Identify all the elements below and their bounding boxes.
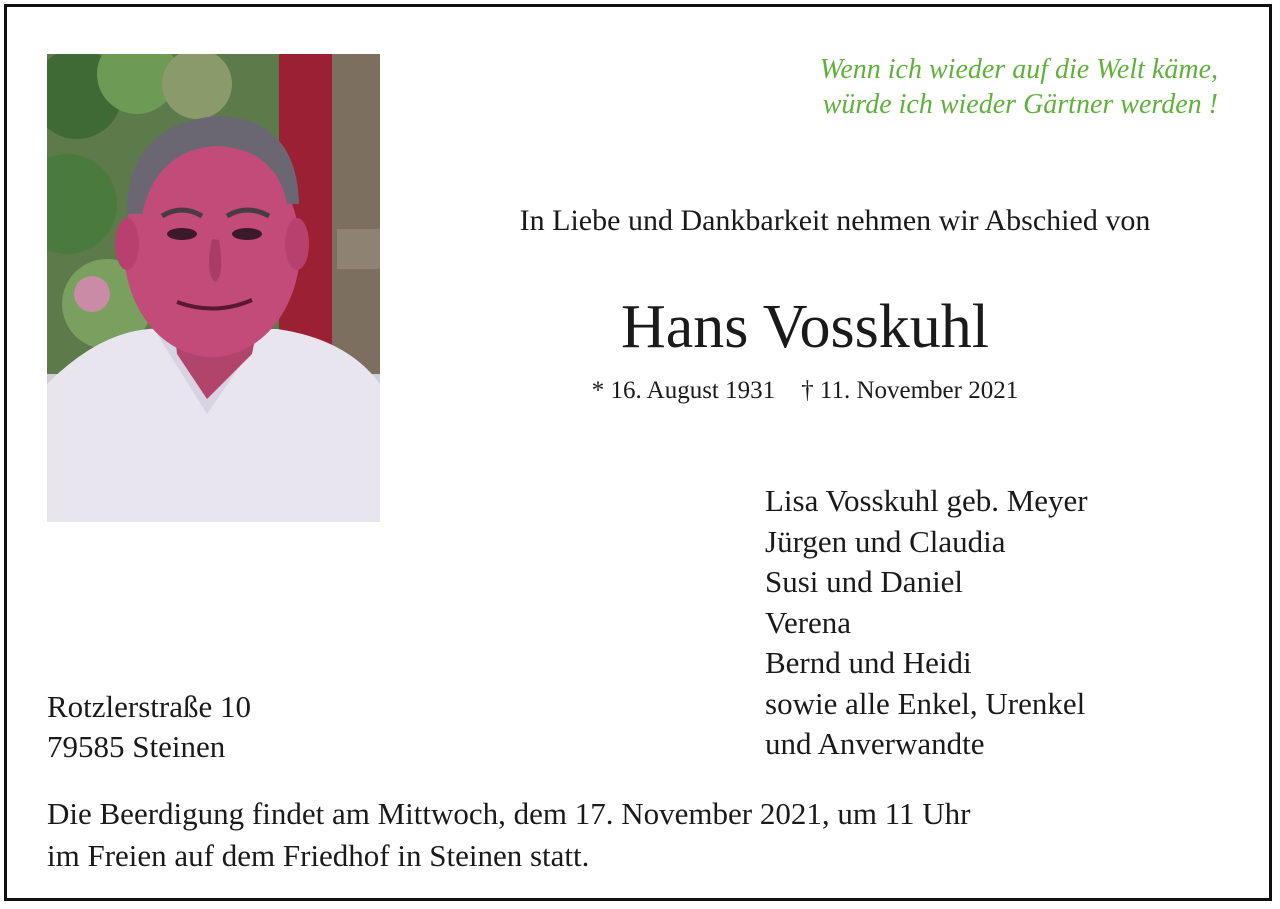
mourner-line: Jürgen und Claudia (765, 523, 1006, 559)
life-dates (390, 377, 1220, 405)
motto-quote (698, 52, 1218, 122)
motto-line-2: würde ich wieder Gärtner werden ! (822, 89, 1218, 120)
mourner-line: Susi und Daniel (765, 564, 964, 599)
deceased-name: Hans Vosskuhl (620, 293, 990, 361)
funeral-notice (47, 793, 971, 877)
mourner-line: Verena (765, 604, 852, 640)
address-city: 79585 Steinen (47, 729, 226, 764)
motto-line-1: Wenn ich wieder auf die Welt käme, (819, 54, 1218, 85)
funeral-line-1: Die Beerdigung findet am Mittwoch, dem 17. November 2021, um 11 Uhr (47, 796, 971, 831)
mourner-line: Lisa Vosskuhl geb. Meyer (765, 483, 1088, 518)
address-street: Rotzlerstraße 10 (47, 689, 252, 724)
portrait-photo (47, 54, 380, 522)
mourner-line: Bernd und Heidi (765, 645, 972, 680)
address-block (47, 687, 251, 767)
birth-date: * 16. August 1931 (591, 377, 776, 404)
mourner-line: sowie alle Enkel, Urenkel (765, 685, 1086, 721)
intro-text: In Liebe und Dankbarkeit nehmen wir Abschied von (519, 204, 1151, 237)
death-date: † 11. November 2021 (801, 377, 1019, 404)
mourners-list (765, 481, 1088, 765)
funeral-line-2: im Freien auf dem Friedhof in Steinen statt. (47, 838, 590, 873)
mourner-line: und Anverwandte (765, 726, 985, 761)
